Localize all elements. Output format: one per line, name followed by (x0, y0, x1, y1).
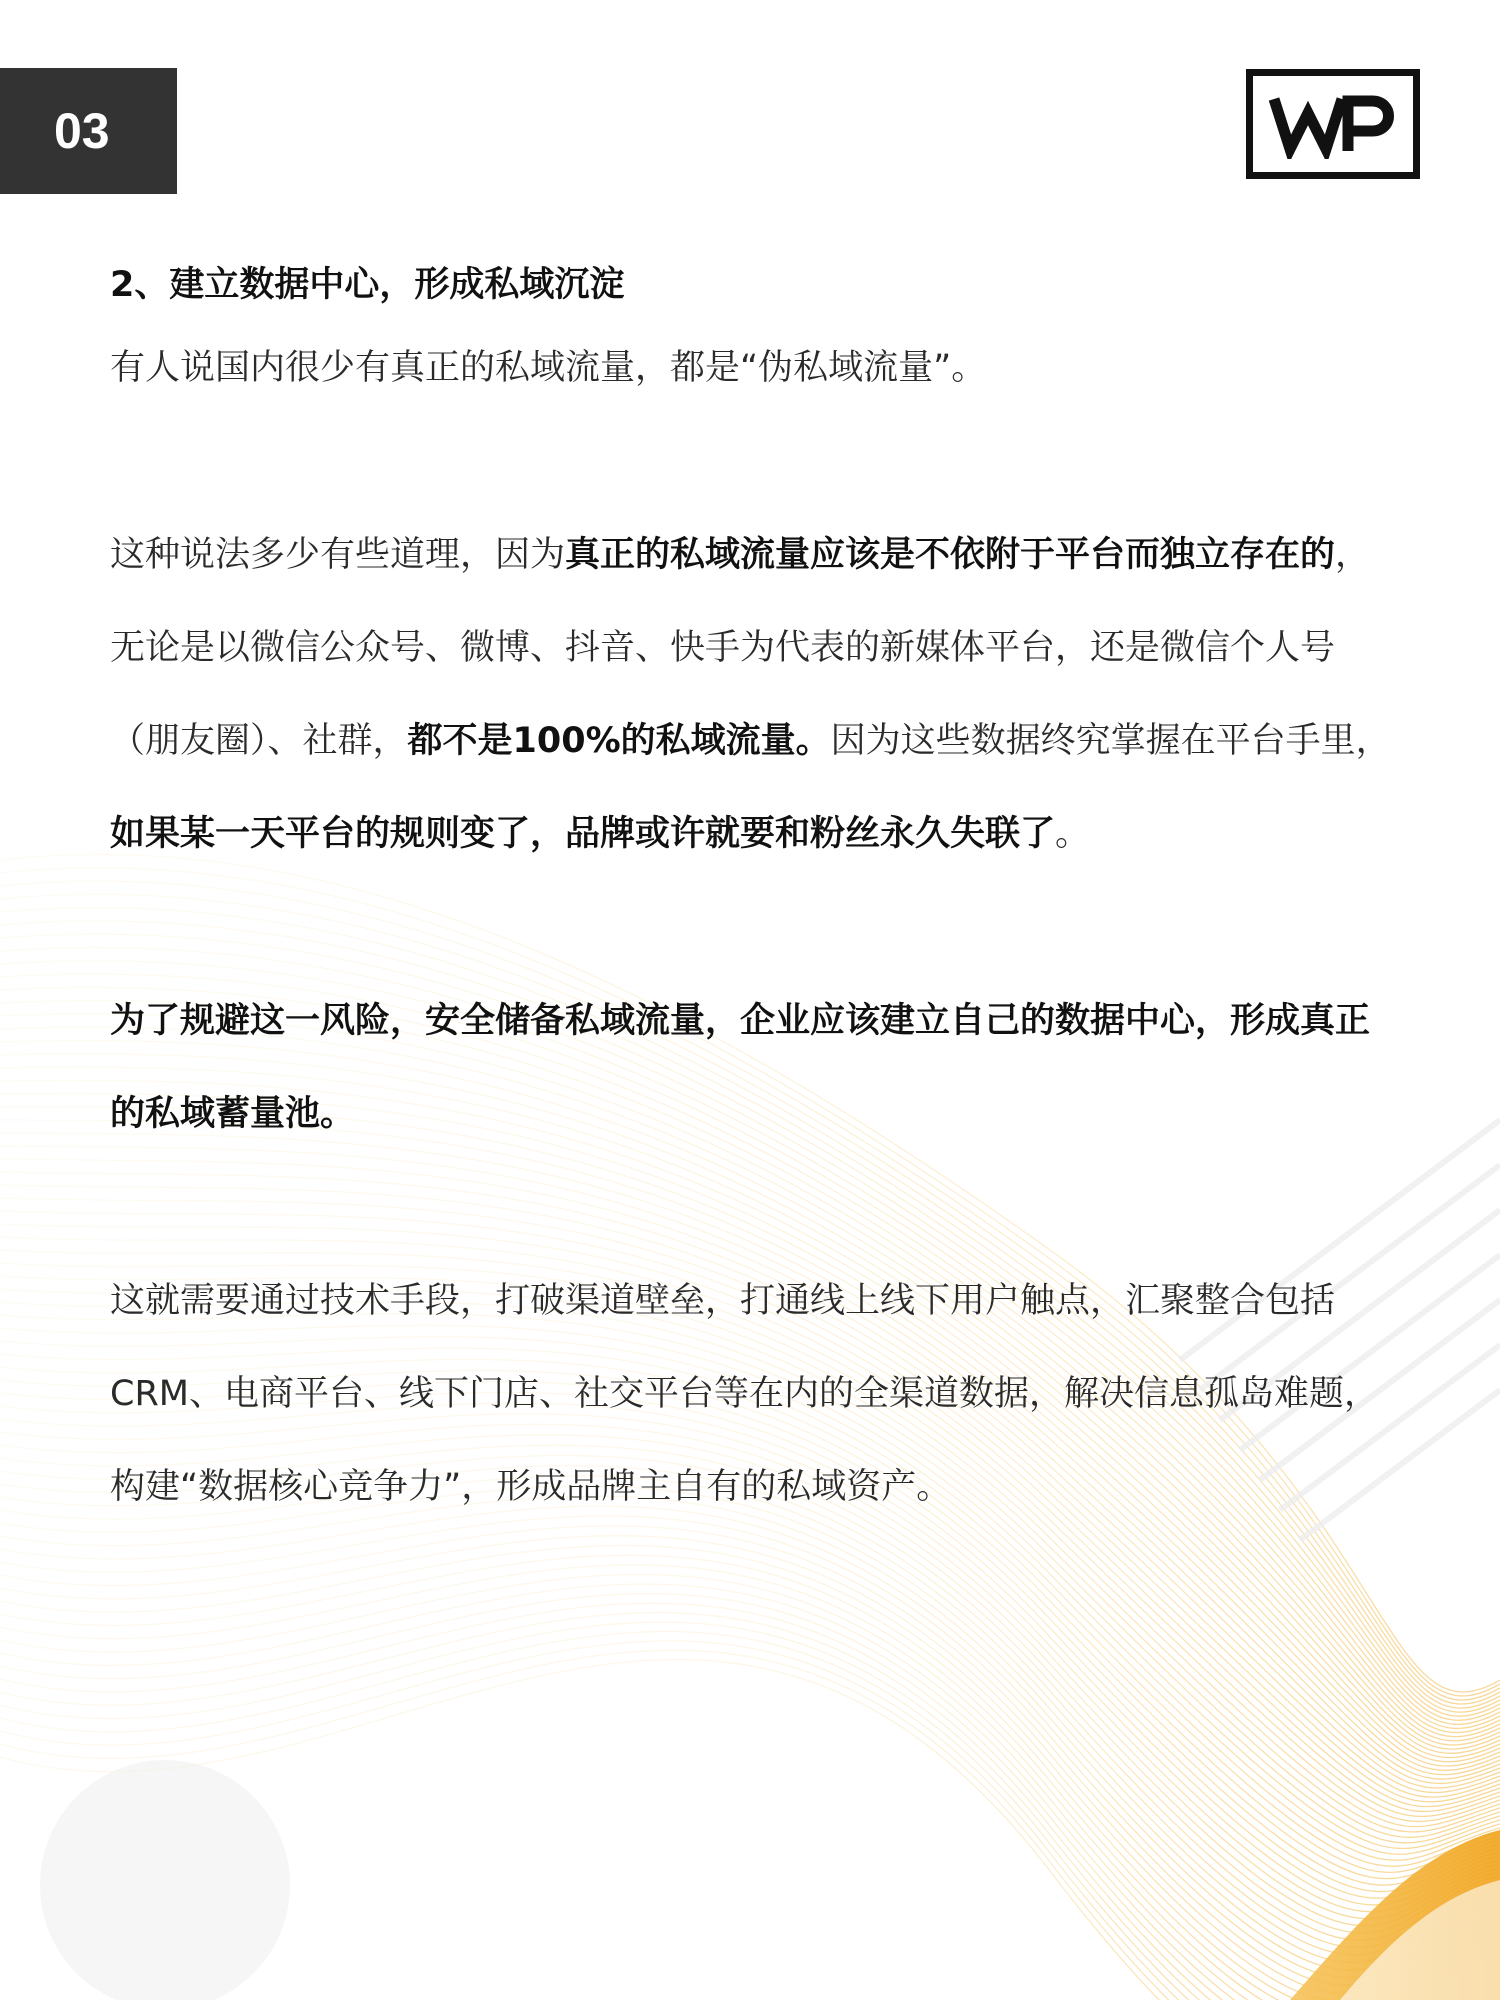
wp-logo (1246, 69, 1420, 179)
body-paragraph-2: 这种说法多少有些道理，因为真正的私域流量应该是不依附于平台而独立存在的，无论是以微信公众号、微博、抖音、快手为代表的新媒体平台，还是微信个人号（朋友圈）、社群，都不是100%的私域流量。因为这些数据终究掌握在平台手里，如果某一天平台的规则变了，品牌或许就要和粉丝永久失联了。 (110, 535, 1391, 854)
body-paragraph-3: 为了规避这一风险，安全储备私域流量，企业应该建立自己的数据中心，形成真正的私域蓄量池。 (110, 1001, 1371, 1134)
page-number-badge (0, 68, 177, 194)
section-heading: 2、建立数据中心，形成私域沉淀 (110, 265, 625, 305)
body-paragraph-4: 这就需要通过技术手段，打破渠道壁垒，打通线上线下用户触点，汇聚整合包括CRM、电商平台、线下门店、社交平台等在内的全渠道数据，解决信息孤岛难题，构建“数据核心竞争力”，形成品牌主自有的私域资产。 (110, 1281, 1379, 1507)
article-body (110, 248, 1400, 1534)
emphasis-lose-fans: 如果某一天平台的规则变了，品牌或许就要和粉丝永久失联了 (110, 814, 1056, 854)
emphasis-independent: 真正的私域流量应该是不依附于平台而独立存在的 (565, 535, 1336, 575)
decorative-circle (40, 1760, 290, 2000)
wp-logo-mark (1268, 89, 1398, 159)
emphasis-not-100: 都不是100%的私域流量。 (407, 721, 831, 761)
page-number: 03 (54, 103, 110, 159)
intro-paragraph: 有人说国内很少有真正的私域流量，都是“伪私域流量”。 (110, 348, 987, 388)
